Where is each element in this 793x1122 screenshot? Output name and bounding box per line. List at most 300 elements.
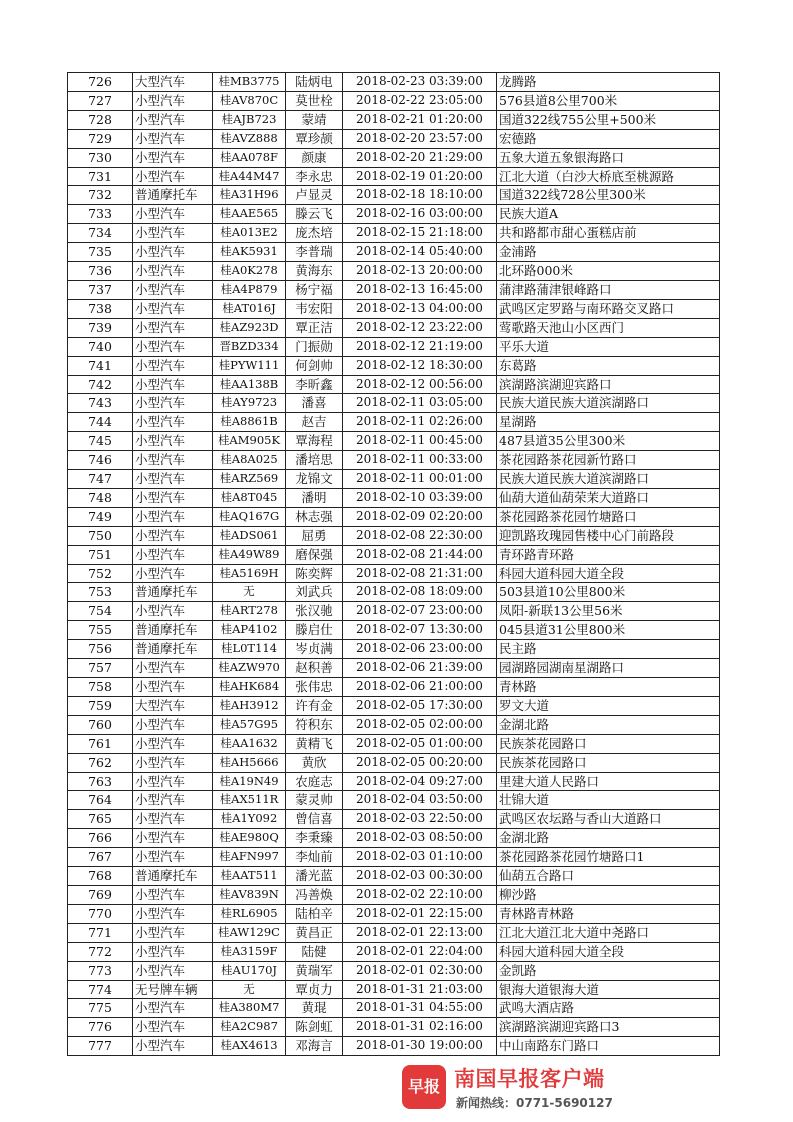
- plate-number-cell: 桂AQ167G: [213, 507, 286, 526]
- location-cell: 576县道8公里700米: [497, 91, 720, 110]
- row-number-cell: 743: [68, 394, 133, 413]
- table-row: [68, 451, 720, 470]
- plate-number-cell: 桂AV870C: [213, 91, 286, 110]
- row-number-cell: 738: [68, 299, 133, 318]
- plate-number-cell: 无: [213, 980, 286, 999]
- location-cell: 蒲津路蒲津银峰路口: [497, 280, 720, 299]
- driver-name-cell: 陆柏辛: [286, 904, 343, 923]
- vehicle-type-cell: 小型汽车: [133, 1018, 213, 1037]
- plate-number-cell: 桂PYW111: [213, 356, 286, 375]
- row-number-cell: 731: [68, 167, 133, 186]
- violation-time-cell: 2018-02-21 01:20:00: [343, 110, 497, 129]
- violation-time-cell: 2018-02-18 18:10:00: [343, 186, 497, 205]
- table-row: [68, 583, 720, 602]
- location-cell: 国道322线755公里+500米: [497, 110, 720, 129]
- table-row: [68, 413, 720, 432]
- location-cell: 凤阳-新联13公里56米: [497, 602, 720, 621]
- plate-number-cell: 桂A3159F: [213, 942, 286, 961]
- location-cell: 民主路: [497, 640, 720, 659]
- row-number-cell: 750: [68, 526, 133, 545]
- table-row: [68, 621, 720, 640]
- vehicle-type-cell: 小型汽车: [133, 394, 213, 413]
- location-cell: 科园大道科园大道全段: [497, 942, 720, 961]
- location-cell: 滨湖路滨湖迎宾路口: [497, 375, 720, 394]
- table-row: [68, 110, 720, 129]
- vehicle-type-cell: 小型汽车: [133, 942, 213, 961]
- driver-name-cell: 覃海程: [286, 432, 343, 451]
- watermark-title: 南国早报客户端: [454, 1067, 605, 1091]
- row-number-cell: 753: [68, 583, 133, 602]
- vehicle-type-cell: 小型汽车: [133, 148, 213, 167]
- watermark: [402, 1063, 662, 1115]
- vehicle-type-cell: 小型汽车: [133, 545, 213, 564]
- driver-name-cell: 曾信喜: [286, 810, 343, 829]
- driver-name-cell: 陆炳电: [286, 73, 343, 92]
- plate-number-cell: 桂AH5666: [213, 753, 286, 772]
- row-number-cell: 742: [68, 375, 133, 394]
- row-number-cell: 745: [68, 432, 133, 451]
- location-cell: 园湖路园湖南星湖路口: [497, 659, 720, 678]
- violation-time-cell: 2018-02-08 22:30:00: [343, 526, 497, 545]
- driver-name-cell: 门振勋: [286, 337, 343, 356]
- violation-time-cell: 2018-02-09 02:20:00: [343, 507, 497, 526]
- vehicle-type-cell: 小型汽车: [133, 829, 213, 848]
- vehicle-type-cell: 小型汽车: [133, 885, 213, 904]
- location-cell: 莺歌路天池山小区西门: [497, 318, 720, 337]
- row-number-cell: 740: [68, 337, 133, 356]
- vehicle-type-cell: 无号牌车辆: [133, 980, 213, 999]
- table-row: [68, 299, 720, 318]
- vehicle-type-cell: 小型汽车: [133, 715, 213, 734]
- plate-number-cell: 桂AX4613: [213, 1037, 286, 1056]
- violation-time-cell: 2018-02-01 02:30:00: [343, 961, 497, 980]
- driver-name-cell: 杨宁福: [286, 280, 343, 299]
- violation-time-cell: 2018-02-08 21:44:00: [343, 545, 497, 564]
- vehicle-type-cell: 小型汽车: [133, 659, 213, 678]
- driver-name-cell: 覃正洁: [286, 318, 343, 337]
- row-number-cell: 727: [68, 91, 133, 110]
- violation-time-cell: 2018-01-31 02:16:00: [343, 1018, 497, 1037]
- driver-name-cell: 符积东: [286, 715, 343, 734]
- location-cell: 宏德路: [497, 129, 720, 148]
- row-number-cell: 732: [68, 186, 133, 205]
- driver-name-cell: 磨保强: [286, 545, 343, 564]
- table-row: [68, 772, 720, 791]
- violation-time-cell: 2018-02-11 00:33:00: [343, 451, 497, 470]
- violations-table: [67, 72, 720, 1056]
- plate-number-cell: 桂A19N49: [213, 772, 286, 791]
- driver-name-cell: 颜康: [286, 148, 343, 167]
- location-cell: 东葛路: [497, 356, 720, 375]
- violation-time-cell: 2018-02-11 00:01:00: [343, 470, 497, 489]
- plate-number-cell: 桂ART278: [213, 602, 286, 621]
- row-number-cell: 735: [68, 243, 133, 262]
- vehicle-type-cell: 小型汽车: [133, 1037, 213, 1056]
- location-cell: 里建大道人民路口: [497, 772, 720, 791]
- driver-name-cell: 何剑帅: [286, 356, 343, 375]
- driver-name-cell: 蒙灵帅: [286, 791, 343, 810]
- vehicle-type-cell: 普通摩托车: [133, 867, 213, 886]
- table-row: [68, 91, 720, 110]
- table-row: [68, 659, 720, 678]
- vehicle-type-cell: 小型汽车: [133, 432, 213, 451]
- location-cell: 487县道35公里300米: [497, 432, 720, 451]
- location-cell: 迎凯路玫瑰园售楼中心门前路段: [497, 526, 720, 545]
- driver-name-cell: 陈剑虹: [286, 1018, 343, 1037]
- row-number-cell: 764: [68, 791, 133, 810]
- table-row: [68, 829, 720, 848]
- location-cell: 龙腾路: [497, 73, 720, 92]
- location-cell: 青林路青林路: [497, 904, 720, 923]
- table-row: [68, 848, 720, 867]
- row-number-cell: 768: [68, 867, 133, 886]
- table-row: [68, 961, 720, 980]
- plate-number-cell: 桂AT016J: [213, 299, 286, 318]
- plate-number-cell: 桂A4P879: [213, 280, 286, 299]
- vehicle-type-cell: 小型汽车: [133, 375, 213, 394]
- plate-number-cell: 桂ADS061: [213, 526, 286, 545]
- plate-number-cell: 桂A013E2: [213, 224, 286, 243]
- row-number-cell: 765: [68, 810, 133, 829]
- table-row: [68, 980, 720, 999]
- table-row: [68, 243, 720, 262]
- table-row: [68, 356, 720, 375]
- vehicle-type-cell: 小型汽车: [133, 791, 213, 810]
- driver-name-cell: 黄昌正: [286, 923, 343, 942]
- driver-name-cell: 龙锦文: [286, 470, 343, 489]
- row-number-cell: 757: [68, 659, 133, 678]
- vehicle-type-cell: 小型汽车: [133, 167, 213, 186]
- plate-number-cell: 桂AHK684: [213, 678, 286, 697]
- vehicle-type-cell: 小型汽车: [133, 470, 213, 489]
- location-cell: 江北大道江北大道中尧路口: [497, 923, 720, 942]
- row-number-cell: 748: [68, 488, 133, 507]
- plate-number-cell: 桂ARZ569: [213, 470, 286, 489]
- violation-time-cell: 2018-02-20 21:29:00: [343, 148, 497, 167]
- location-cell: 民族茶花园路口: [497, 753, 720, 772]
- violation-time-cell: 2018-02-23 03:39:00: [343, 73, 497, 92]
- row-number-cell: 759: [68, 696, 133, 715]
- table-row: [68, 1018, 720, 1037]
- location-cell: 茶花园路茶花园竹塘路口1: [497, 848, 720, 867]
- location-cell: 壮锦大道: [497, 791, 720, 810]
- table-row: [68, 394, 720, 413]
- vehicle-type-cell: 小型汽车: [133, 224, 213, 243]
- table-row: [68, 696, 720, 715]
- vehicle-type-cell: 普通摩托车: [133, 621, 213, 640]
- vehicle-type-cell: 小型汽车: [133, 734, 213, 753]
- vehicle-type-cell: 大型汽车: [133, 696, 213, 715]
- driver-name-cell: 黄琨: [286, 999, 343, 1018]
- vehicle-type-cell: 小型汽车: [133, 526, 213, 545]
- driver-name-cell: 滕云飞: [286, 205, 343, 224]
- plate-number-cell: 晋BZD334: [213, 337, 286, 356]
- plate-number-cell: 桂A8T045: [213, 488, 286, 507]
- violation-time-cell: 2018-02-03 08:50:00: [343, 829, 497, 848]
- violation-time-cell: 2018-02-13 04:00:00: [343, 299, 497, 318]
- row-number-cell: 762: [68, 753, 133, 772]
- vehicle-type-cell: 小型汽车: [133, 318, 213, 337]
- violation-time-cell: 2018-02-04 03:50:00: [343, 791, 497, 810]
- vehicle-type-cell: 小型汽车: [133, 507, 213, 526]
- table-row: [68, 262, 720, 281]
- row-number-cell: 751: [68, 545, 133, 564]
- violation-time-cell: 2018-02-19 01:20:00: [343, 167, 497, 186]
- driver-name-cell: 蒙靖: [286, 110, 343, 129]
- table-row: [68, 488, 720, 507]
- location-cell: 银海大道银海大道: [497, 980, 720, 999]
- table-row: [68, 904, 720, 923]
- row-number-cell: 728: [68, 110, 133, 129]
- table-row: [68, 280, 720, 299]
- vehicle-type-cell: 小型汽车: [133, 299, 213, 318]
- plate-number-cell: 无: [213, 583, 286, 602]
- plate-number-cell: 桂L0T114: [213, 640, 286, 659]
- table-row: [68, 810, 720, 829]
- plate-number-cell: 桂A8861B: [213, 413, 286, 432]
- plate-number-cell: 桂AFN997: [213, 848, 286, 867]
- row-number-cell: 746: [68, 451, 133, 470]
- table-row: [68, 640, 720, 659]
- violation-time-cell: 2018-01-31 04:55:00: [343, 999, 497, 1018]
- violation-time-cell: 2018-02-15 21:18:00: [343, 224, 497, 243]
- vehicle-type-cell: 小型汽车: [133, 923, 213, 942]
- violation-time-cell: 2018-02-06 23:00:00: [343, 640, 497, 659]
- violation-time-cell: 2018-01-31 21:03:00: [343, 980, 497, 999]
- plate-number-cell: 桂AVZ888: [213, 129, 286, 148]
- violation-time-cell: 2018-02-05 01:00:00: [343, 734, 497, 753]
- driver-name-cell: 韦宏阳: [286, 299, 343, 318]
- location-cell: 北环路000米: [497, 262, 720, 281]
- plate-number-cell: 桂AJB723: [213, 110, 286, 129]
- plate-number-cell: 桂AM905K: [213, 432, 286, 451]
- table-row: [68, 73, 720, 92]
- location-cell: 金浦路: [497, 243, 720, 262]
- row-number-cell: 777: [68, 1037, 133, 1056]
- table-row: [68, 375, 720, 394]
- driver-name-cell: 覃珍颉: [286, 129, 343, 148]
- table-row: [68, 1037, 720, 1056]
- location-cell: 江北大道（白沙大桥底至桃源路: [497, 167, 720, 186]
- violation-time-cell: 2018-02-11 03:05:00: [343, 394, 497, 413]
- violation-time-cell: 2018-02-12 23:22:00: [343, 318, 497, 337]
- driver-name-cell: 陈奕辉: [286, 564, 343, 583]
- plate-number-cell: 桂AY9723: [213, 394, 286, 413]
- driver-name-cell: 潘培思: [286, 451, 343, 470]
- table-row: [68, 318, 720, 337]
- plate-number-cell: 桂AK5931: [213, 243, 286, 262]
- plate-number-cell: 桂AA078F: [213, 148, 286, 167]
- location-cell: 茶花园路茶花园竹塘路口: [497, 507, 720, 526]
- table-row: [68, 564, 720, 583]
- row-number-cell: 734: [68, 224, 133, 243]
- row-number-cell: 737: [68, 280, 133, 299]
- table-row: [68, 734, 720, 753]
- violation-time-cell: 2018-02-11 02:26:00: [343, 413, 497, 432]
- plate-number-cell: 桂AH3912: [213, 696, 286, 715]
- vehicle-type-cell: 普通摩托车: [133, 583, 213, 602]
- violation-time-cell: 2018-02-12 18:30:00: [343, 356, 497, 375]
- table-row: [68, 186, 720, 205]
- vehicle-type-cell: 小型汽车: [133, 262, 213, 281]
- vehicle-type-cell: 普通摩托车: [133, 186, 213, 205]
- driver-name-cell: 卢显灵: [286, 186, 343, 205]
- table-row: [68, 923, 720, 942]
- driver-name-cell: 李灿前: [286, 848, 343, 867]
- location-cell: 金凯路: [497, 961, 720, 980]
- violation-time-cell: 2018-02-13 16:45:00: [343, 280, 497, 299]
- vehicle-type-cell: 小型汽车: [133, 678, 213, 697]
- location-cell: 中山南路东门路口: [497, 1037, 720, 1056]
- driver-name-cell: 滕启仕: [286, 621, 343, 640]
- location-cell: 民族大道民族大道滨湖路口: [497, 470, 720, 489]
- driver-name-cell: 李永忠: [286, 167, 343, 186]
- table-row: [68, 507, 720, 526]
- row-number-cell: 760: [68, 715, 133, 734]
- row-number-cell: 752: [68, 564, 133, 583]
- location-cell: 青环路青环路: [497, 545, 720, 564]
- table-row: [68, 678, 720, 697]
- violation-time-cell: 2018-02-12 21:19:00: [343, 337, 497, 356]
- plate-number-cell: 桂A57G95: [213, 715, 286, 734]
- vehicle-type-cell: 普通摩托车: [133, 640, 213, 659]
- vehicle-type-cell: 小型汽车: [133, 999, 213, 1018]
- vehicle-type-cell: 小型汽车: [133, 810, 213, 829]
- plate-number-cell: 桂AU170J: [213, 961, 286, 980]
- driver-name-cell: 潘光蓝: [286, 867, 343, 886]
- table-row: [68, 129, 720, 148]
- vehicle-type-cell: 小型汽车: [133, 91, 213, 110]
- plate-number-cell: 桂AP4102: [213, 621, 286, 640]
- vehicle-type-cell: 小型汽车: [133, 413, 213, 432]
- plate-number-cell: 桂A8A025: [213, 451, 286, 470]
- watermark-hotline: 新闻热线：0771-5690127: [456, 1096, 613, 1110]
- row-number-cell: 772: [68, 942, 133, 961]
- violation-time-cell: 2018-02-05 17:30:00: [343, 696, 497, 715]
- driver-name-cell: 潘喜: [286, 394, 343, 413]
- violation-time-cell: 2018-02-13 20:00:00: [343, 262, 497, 281]
- vehicle-type-cell: 小型汽车: [133, 564, 213, 583]
- plate-number-cell: 桂AA1632: [213, 734, 286, 753]
- location-cell: 滨湖路滨湖迎宾路口3: [497, 1018, 720, 1037]
- row-number-cell: 754: [68, 602, 133, 621]
- row-number-cell: 726: [68, 73, 133, 92]
- plate-number-cell: 桂A49W89: [213, 545, 286, 564]
- table-row: [68, 867, 720, 886]
- driver-name-cell: 陆健: [286, 942, 343, 961]
- violation-time-cell: 2018-02-05 02:00:00: [343, 715, 497, 734]
- violation-time-cell: 2018-02-12 00:56:00: [343, 375, 497, 394]
- driver-name-cell: 屈勇: [286, 526, 343, 545]
- vehicle-type-cell: 小型汽车: [133, 772, 213, 791]
- driver-name-cell: 张伟忠: [286, 678, 343, 697]
- driver-name-cell: 许有金: [286, 696, 343, 715]
- vehicle-type-cell: 小型汽车: [133, 243, 213, 262]
- driver-name-cell: 黄海东: [286, 262, 343, 281]
- driver-name-cell: 岑贞满: [286, 640, 343, 659]
- violation-time-cell: 2018-02-07 13:30:00: [343, 621, 497, 640]
- driver-name-cell: 赵吉: [286, 413, 343, 432]
- violation-time-cell: 2018-02-07 23:00:00: [343, 602, 497, 621]
- row-number-cell: 769: [68, 885, 133, 904]
- driver-name-cell: 覃贞力: [286, 980, 343, 999]
- driver-name-cell: 黄精飞: [286, 734, 343, 753]
- violation-time-cell: 2018-02-03 01:10:00: [343, 848, 497, 867]
- violation-time-cell: 2018-02-02 22:10:00: [343, 885, 497, 904]
- vehicle-type-cell: 大型汽车: [133, 73, 213, 92]
- row-number-cell: 767: [68, 848, 133, 867]
- location-cell: 民族大道民族大道滨湖路口: [497, 394, 720, 413]
- vehicle-type-cell: 小型汽车: [133, 356, 213, 375]
- table-row: [68, 167, 720, 186]
- plate-number-cell: 桂AZ923D: [213, 318, 286, 337]
- location-cell: 科园大道科园大道全段: [497, 564, 720, 583]
- vehicle-type-cell: 小型汽车: [133, 337, 213, 356]
- driver-name-cell: 潘明: [286, 488, 343, 507]
- driver-name-cell: 莫世栓: [286, 91, 343, 110]
- table-row: [68, 337, 720, 356]
- location-cell: 平乐大道: [497, 337, 720, 356]
- driver-name-cell: 庞杰培: [286, 224, 343, 243]
- violation-time-cell: 2018-02-06 21:00:00: [343, 678, 497, 697]
- location-cell: 民族茶花园路口: [497, 734, 720, 753]
- row-number-cell: 773: [68, 961, 133, 980]
- location-cell: 武鸣区农坛路与香山大道路口: [497, 810, 720, 829]
- row-number-cell: 770: [68, 904, 133, 923]
- row-number-cell: 771: [68, 923, 133, 942]
- violation-time-cell: 2018-02-03 00:30:00: [343, 867, 497, 886]
- table-row: [68, 432, 720, 451]
- location-cell: 柳沙路: [497, 885, 720, 904]
- plate-number-cell: 桂AE980Q: [213, 829, 286, 848]
- location-cell: 503县道10公里800米: [497, 583, 720, 602]
- location-cell: 青林路: [497, 678, 720, 697]
- plate-number-cell: 桂AX511R: [213, 791, 286, 810]
- vehicle-type-cell: 小型汽车: [133, 110, 213, 129]
- violation-time-cell: 2018-02-01 22:15:00: [343, 904, 497, 923]
- plate-number-cell: 桂A2C987: [213, 1018, 286, 1037]
- driver-name-cell: 冯善焕: [286, 885, 343, 904]
- row-number-cell: 749: [68, 507, 133, 526]
- plate-number-cell: 桂MB3775: [213, 73, 286, 92]
- driver-name-cell: 刘武兵: [286, 583, 343, 602]
- violation-time-cell: 2018-02-03 22:50:00: [343, 810, 497, 829]
- violation-time-cell: 2018-02-06 21:39:00: [343, 659, 497, 678]
- vehicle-type-cell: 小型汽车: [133, 848, 213, 867]
- plate-number-cell: 桂AZW970: [213, 659, 286, 678]
- location-cell: 五象大道五象银海路口: [497, 148, 720, 167]
- table-row: [68, 942, 720, 961]
- driver-name-cell: 李昕鑫: [286, 375, 343, 394]
- plate-number-cell: 桂A1Y092: [213, 810, 286, 829]
- row-number-cell: 730: [68, 148, 133, 167]
- plate-number-cell: 桂AV839N: [213, 885, 286, 904]
- driver-name-cell: 李普瑞: [286, 243, 343, 262]
- violation-time-cell: 2018-02-08 21:31:00: [343, 564, 497, 583]
- plate-number-cell: 桂A44M47: [213, 167, 286, 186]
- table-body: [68, 73, 720, 1056]
- driver-name-cell: 邓海言: [286, 1037, 343, 1056]
- vehicle-type-cell: 小型汽车: [133, 753, 213, 772]
- location-cell: 仙葫五合路口: [497, 867, 720, 886]
- driver-name-cell: 黄欣: [286, 753, 343, 772]
- row-number-cell: 755: [68, 621, 133, 640]
- table-row: [68, 526, 720, 545]
- violation-time-cell: 2018-02-14 05:40:00: [343, 243, 497, 262]
- vehicle-type-cell: 小型汽车: [133, 451, 213, 470]
- plate-number-cell: 桂AAE565: [213, 205, 286, 224]
- plate-number-cell: 桂A380M7: [213, 999, 286, 1018]
